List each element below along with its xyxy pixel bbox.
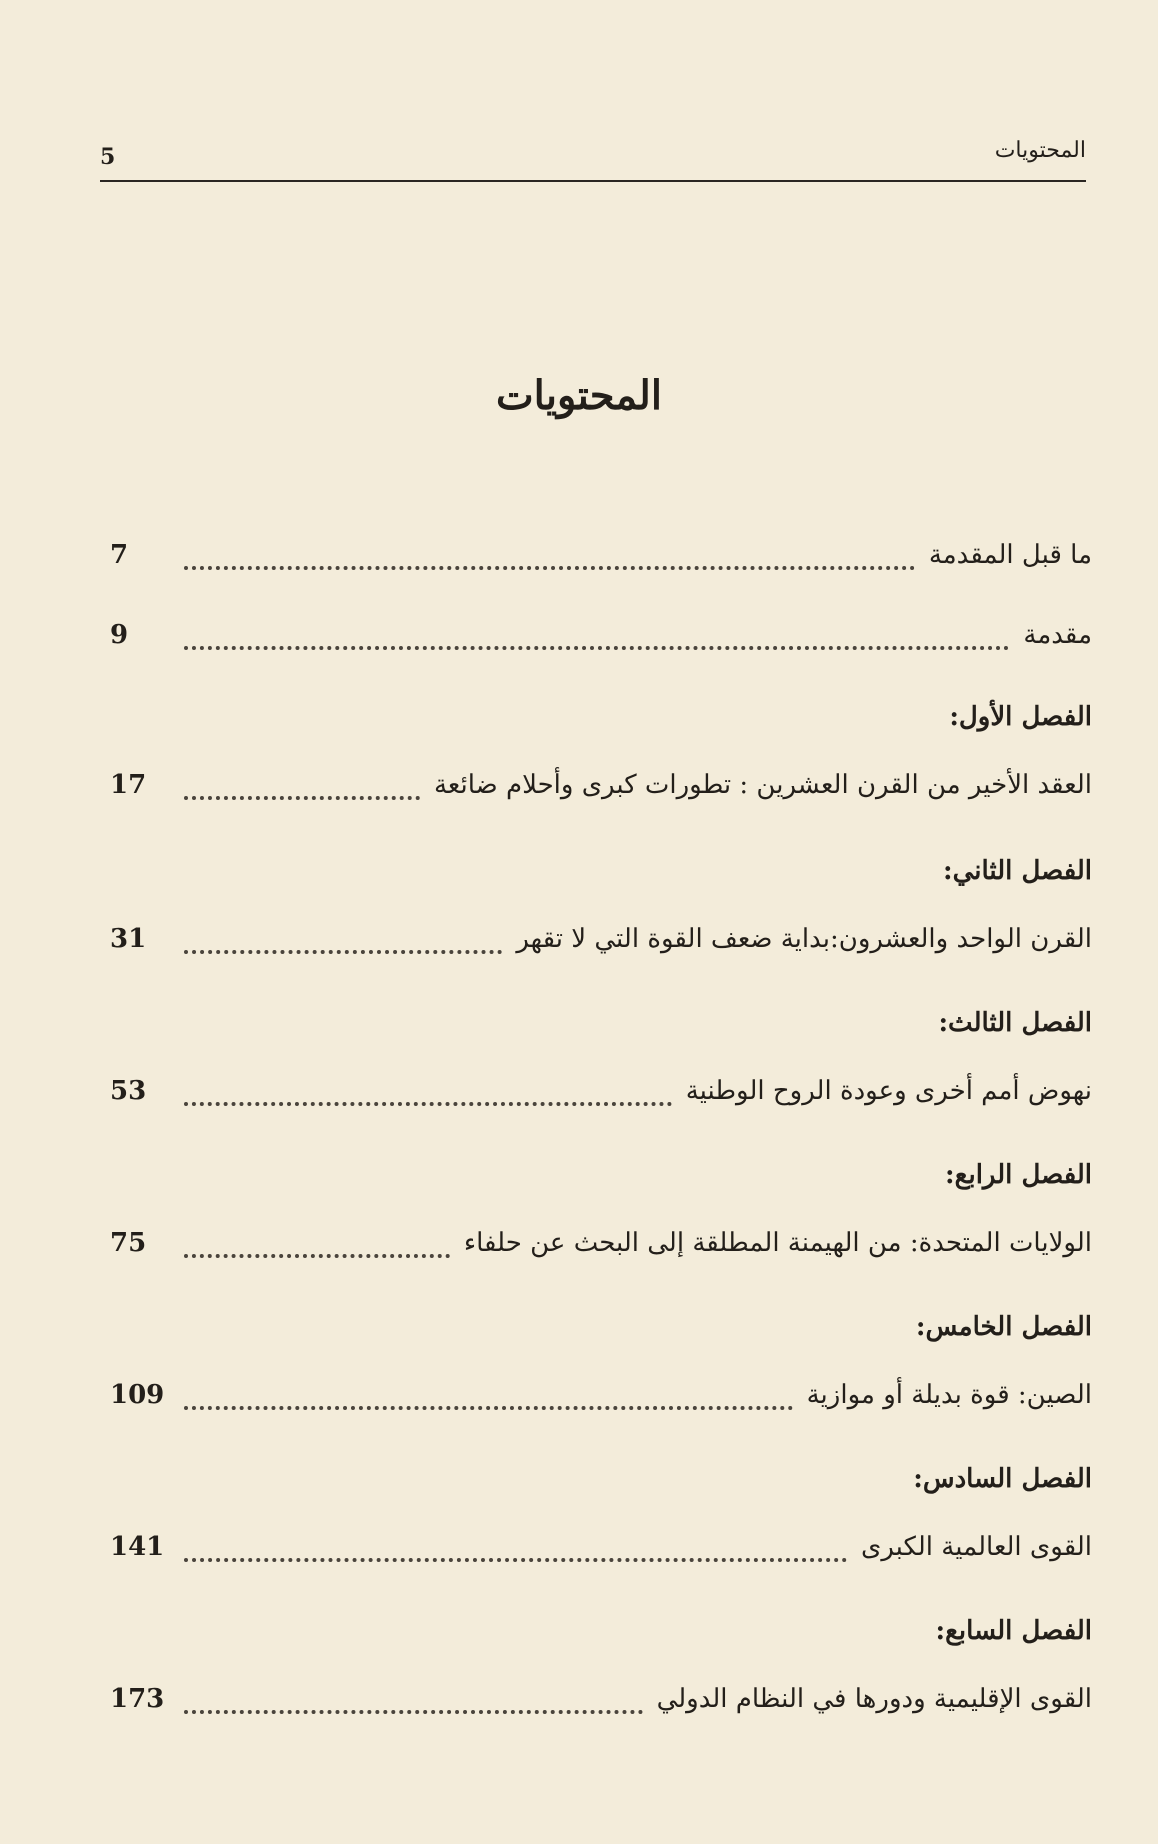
toc-entry-page: 7 — [110, 540, 129, 570]
toc-entry-pre-introduction — [110, 530, 1092, 580]
toc-entry-label: ما قبل المقدمة — [928, 540, 1092, 570]
chapter-3-heading: الفصل الثالث: — [938, 1008, 1092, 1038]
chapter-4-entry — [110, 1218, 1092, 1268]
dot-leader — [184, 620, 1009, 650]
dot-leader — [184, 770, 420, 800]
chapter-3-entry — [110, 1066, 1092, 1116]
contents-title: المحتويات — [496, 372, 662, 419]
toc-entry-page: 75 — [110, 1228, 147, 1258]
dot-leader — [184, 1228, 450, 1258]
dot-leader — [184, 1076, 672, 1106]
dot-leader — [184, 1532, 847, 1562]
toc-entry-page: 141 — [110, 1532, 165, 1562]
chapter-5-entry — [110, 1370, 1092, 1420]
toc-entry-label: القوى العالمية الكبرى — [860, 1532, 1092, 1562]
chapter-6-heading: الفصل السادس: — [913, 1464, 1092, 1494]
toc-entry-page: 109 — [110, 1380, 165, 1410]
dot-leader — [184, 1380, 793, 1410]
chapter-7-entry — [110, 1674, 1092, 1724]
toc-entry-page: 17 — [110, 770, 147, 800]
chapter-4-heading: الفصل الرابع: — [945, 1160, 1092, 1190]
toc-entry-label: القوى الإقليمية ودورها في النظام الدولي — [656, 1684, 1092, 1714]
toc-entry-introduction — [110, 610, 1092, 660]
running-header-page-number: 5 — [100, 144, 116, 170]
running-header-title: المحتويات — [994, 138, 1086, 163]
dot-leader — [184, 540, 915, 570]
dot-leader — [184, 1684, 643, 1714]
dot-leader — [184, 924, 502, 954]
running-header — [100, 130, 1086, 182]
toc-entry-label: الولايات المتحدة: من الهيمنة المطلقة إلى البحث عن حلفاء — [463, 1228, 1092, 1258]
chapter-6-entry — [110, 1522, 1092, 1572]
toc-entry-label: القرن الواحد والعشرون:بداية ضعف القوة التي لا تقهر — [516, 924, 1092, 954]
chapter-2-entry — [110, 914, 1092, 964]
toc-entry-label: مقدمة — [1023, 620, 1092, 650]
toc-entry-page: 31 — [110, 924, 147, 954]
chapter-1-entry — [110, 760, 1092, 810]
toc-entry-page: 53 — [110, 1076, 147, 1106]
toc-entry-label: العقد الأخير من القرن العشرين : تطورات كبرى وأحلام ضائعة — [433, 770, 1092, 800]
chapter-5-heading: الفصل الخامس: — [915, 1312, 1092, 1342]
chapter-7-heading: الفصل السابع: — [935, 1616, 1092, 1646]
toc-entry-page: 173 — [110, 1684, 165, 1714]
toc-entry-page: 9 — [110, 620, 129, 650]
toc-entry-label: نهوض أمم أخرى وعودة الروح الوطنية — [685, 1076, 1092, 1106]
chapter-2-heading: الفصل الثاني: — [942, 856, 1092, 886]
chapter-1-heading: الفصل الأول: — [949, 702, 1092, 732]
toc-entry-label: الصين: قوة بديلة أو موازية — [806, 1380, 1092, 1410]
